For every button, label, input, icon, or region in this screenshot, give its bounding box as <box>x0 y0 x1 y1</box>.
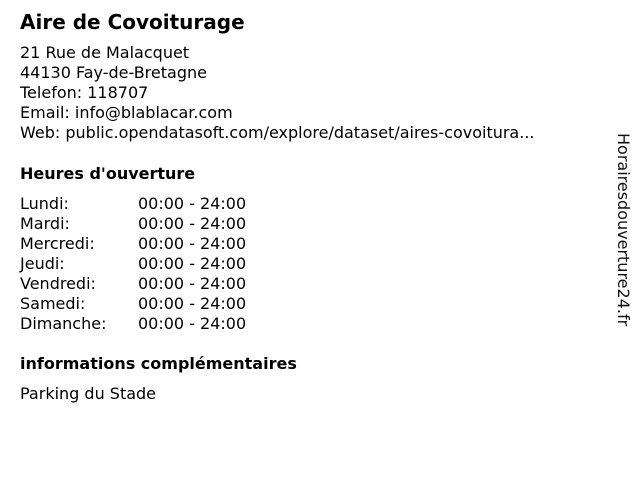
web-line: Web: public.opendatasoft.com/explore/dataset/aires-covoitura... <box>20 123 535 142</box>
day-label: Jeudi: <box>20 254 65 273</box>
place-title: Aire de Covoiturage <box>20 10 245 34</box>
site-watermark: Horairesdouverture24.fr <box>614 133 633 327</box>
additional-info-heading: informations complémentaires <box>20 354 297 373</box>
day-label: Samedi: <box>20 294 86 313</box>
opening-hours-table <box>20 194 280 334</box>
day-label: Dimanche: <box>20 314 107 333</box>
hours-row-monday <box>20 194 280 214</box>
day-label: Vendredi: <box>20 274 96 293</box>
hours-row-tuesday <box>20 214 280 234</box>
day-label: Mardi: <box>20 214 70 233</box>
hours-row-wednesday <box>20 234 280 254</box>
time-range: 00:00 - 24:00 <box>138 294 247 313</box>
email-line: Email: info@blablacar.com <box>20 103 233 122</box>
day-label: Mercredi: <box>20 234 95 253</box>
additional-info-text: Parking du Stade <box>20 384 157 403</box>
hours-row-friday <box>20 274 280 294</box>
day-label: Lundi: <box>20 194 69 213</box>
time-range: 00:00 - 24:00 <box>138 194 247 213</box>
time-range: 00:00 - 24:00 <box>138 234 247 253</box>
time-range: 00:00 - 24:00 <box>138 274 247 293</box>
contact-block <box>20 43 535 143</box>
phone-line: Telefon: 118707 <box>20 83 149 102</box>
address-line-1: 21 Rue de Malacquet <box>20 43 190 62</box>
address-line-2: 44130 Fay-de-Bretagne <box>20 63 207 82</box>
time-range: 00:00 - 24:00 <box>138 314 247 333</box>
hours-row-sunday <box>20 314 280 334</box>
time-range: 00:00 - 24:00 <box>138 214 247 233</box>
hours-row-saturday <box>20 294 280 314</box>
time-range: 00:00 - 24:00 <box>138 254 247 273</box>
hours-row-thursday <box>20 254 280 274</box>
opening-hours-heading: Heures d'ouverture <box>20 164 196 183</box>
